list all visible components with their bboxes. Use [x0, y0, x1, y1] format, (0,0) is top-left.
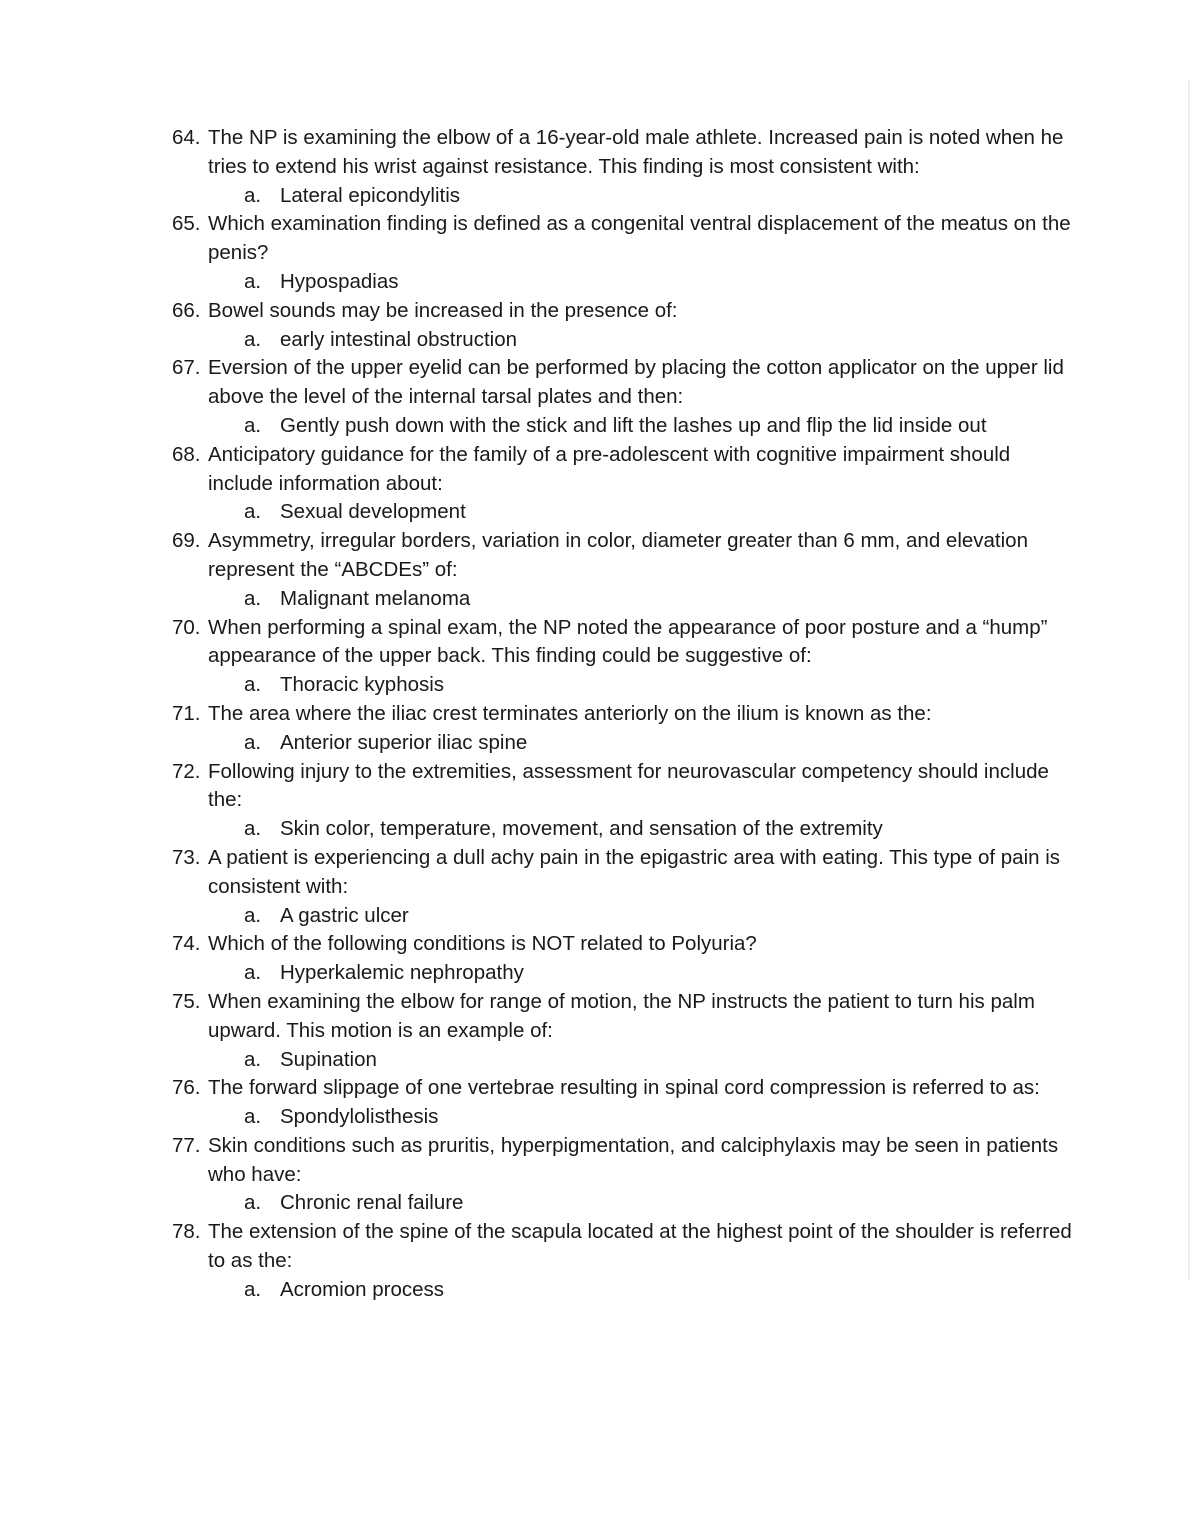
answer-text: Hypospadias	[280, 269, 399, 293]
question-text: Anticipatory guidance for the family of a pre-adolescent with cognitive impairment should include information about:	[208, 442, 1011, 495]
answer-text: Spondylolisthesis	[280, 1105, 439, 1129]
answer-text: Acromion process	[280, 1277, 445, 1301]
answer-text: Lateral epicondylitis	[280, 183, 461, 207]
answer-letter: a.	[244, 183, 262, 207]
question-item	[172, 614, 1072, 700]
answer-letter: a.	[244, 961, 262, 985]
answer-line	[172, 902, 1072, 931]
question-line	[172, 441, 1072, 499]
question-line	[172, 700, 1072, 729]
question-number: 74.	[172, 932, 201, 956]
answer-letter: a.	[244, 1277, 262, 1301]
answer-line	[172, 729, 1072, 758]
question-line	[172, 210, 1072, 268]
answer-letter: a.	[244, 269, 262, 293]
question-item	[172, 758, 1072, 844]
answer-letter: a.	[244, 327, 262, 351]
answer-line	[172, 326, 1072, 355]
answer-text: Skin color, temperature, movement, and sensation of the extremity	[280, 817, 883, 841]
answer-letter: a.	[244, 500, 262, 524]
question-item	[172, 354, 1072, 440]
question-line	[172, 988, 1072, 1046]
answer-letter: a.	[244, 1047, 262, 1071]
question-number: 70.	[172, 615, 201, 639]
question-text: The NP is examining the elbow of a 16-year-old male athlete. Increased pain is noted when he tries to extend his wrist against resistance. This finding is most consistent with:	[208, 126, 1064, 178]
question-item	[172, 441, 1072, 527]
answer-letter: a.	[244, 586, 262, 610]
question-text: Bowel sounds may be increased in the presence of:	[208, 298, 678, 322]
answer-line	[172, 1103, 1072, 1132]
question-text: The extension of the spine of the scapula located at the highest point of the shoulder is referred to as the:	[208, 1220, 1072, 1273]
question-line	[172, 844, 1072, 902]
question-number: 72.	[172, 759, 201, 783]
answer-letter: a.	[244, 1105, 262, 1129]
answer-letter: a.	[244, 1191, 262, 1215]
answer-letter: a.	[244, 903, 262, 927]
answer-letter: a.	[244, 817, 262, 841]
question-line	[172, 1218, 1072, 1276]
question-text: The area where the iliac crest terminates anteriorly on the ilium is known as the:	[208, 701, 932, 725]
question-text: When performing a spinal exam, the NP noted the appearance of poor posture and a “hump” appearance of the upper back. This finding could be suggestive of:	[208, 615, 1048, 668]
answer-line	[172, 959, 1072, 988]
question-number: 69.	[172, 529, 201, 553]
question-text: Eversion of the upper eyelid can be performed by placing the cotton applicator on the upper lid above the level of the internal tarsal plates and then:	[208, 356, 1064, 409]
question-item	[172, 844, 1072, 930]
answer-line	[172, 182, 1072, 211]
question-line	[172, 758, 1072, 816]
question-number: 76.	[172, 1076, 201, 1100]
answer-text: Supination	[280, 1047, 377, 1071]
answer-line	[172, 1046, 1072, 1075]
question-line	[172, 297, 1072, 326]
question-item	[172, 930, 1072, 988]
question-text: Following injury to the extremities, assessment for neurovascular competency should include the:	[208, 759, 1049, 812]
question-item	[172, 1074, 1072, 1132]
answer-text: Chronic renal failure	[280, 1191, 464, 1215]
question-text: Skin conditions such as pruritis, hyperpigmentation, and calciphylaxis may be seen in patients who have:	[208, 1133, 1059, 1186]
question-item	[172, 124, 1072, 210]
question-item	[172, 297, 1072, 355]
answer-line	[172, 1189, 1072, 1218]
answer-line	[172, 498, 1072, 527]
answer-text: Gently push down with the stick and lift the lashes up and flip the lid inside out	[280, 413, 987, 437]
answer-letter: a.	[244, 413, 262, 437]
question-text: The forward slippage of one vertebrae resulting in spinal cord compression is referred to as:	[208, 1076, 1040, 1100]
answer-text: early intestinal obstruction	[280, 327, 518, 351]
answer-line	[172, 585, 1072, 614]
question-text: Asymmetry, irregular borders, variation in color, diameter greater than 6 mm, and elevation represent the “ABCDEs” of:	[208, 529, 1028, 581]
answer-text: Hyperkalemic nephropathy	[280, 961, 524, 985]
question-number: 68.	[172, 442, 201, 466]
question-item	[172, 527, 1072, 613]
answer-text: A gastric ulcer	[280, 903, 409, 927]
question-item	[172, 1218, 1072, 1304]
answer-line	[172, 1276, 1072, 1305]
question-line	[172, 124, 1072, 182]
question-number: 64.	[172, 126, 201, 149]
answer-line	[172, 268, 1072, 297]
answer-text: Sexual development	[280, 500, 466, 524]
question-line	[172, 1132, 1072, 1190]
answer-line	[172, 815, 1072, 844]
answer-letter: a.	[244, 730, 262, 754]
answer-letter: a.	[244, 673, 262, 697]
answer-line	[172, 671, 1072, 700]
question-line	[172, 354, 1072, 412]
question-number: 73.	[172, 845, 201, 869]
question-item	[172, 988, 1072, 1074]
question-item	[172, 1132, 1072, 1218]
answer-text: Anterior superior iliac spine	[280, 730, 528, 754]
question-number: 78.	[172, 1220, 201, 1244]
question-line	[172, 614, 1072, 672]
question-line	[172, 930, 1072, 959]
question-line	[172, 527, 1072, 585]
question-number: 71.	[172, 701, 201, 725]
answer-line	[172, 412, 1072, 441]
question-list	[172, 124, 1072, 1305]
question-item	[172, 700, 1072, 758]
question-line	[172, 1074, 1072, 1103]
question-number: 67.	[172, 356, 201, 380]
question-number: 75.	[172, 989, 201, 1013]
question-number: 66.	[172, 298, 201, 322]
question-number: 65.	[172, 212, 201, 236]
question-number: 77.	[172, 1133, 201, 1157]
question-text: A patient is experiencing a dull achy pain in the epigastric area with eating. This type of pain is consistent with:	[208, 845, 1061, 898]
answer-text: Malignant melanoma	[280, 586, 471, 610]
answer-text: Thoracic kyphosis	[280, 673, 445, 697]
question-text: When examining the elbow for range of motion, the NP instructs the patient to turn his palm upward. This motion is an example of:	[208, 989, 1035, 1042]
question-text: Which of the following conditions is NOT related to Polyuria?	[208, 932, 757, 956]
question-text: Which examination finding is defined as a congenital ventral displacement of the meatus on the penis?	[208, 212, 1071, 265]
question-item	[172, 210, 1072, 296]
